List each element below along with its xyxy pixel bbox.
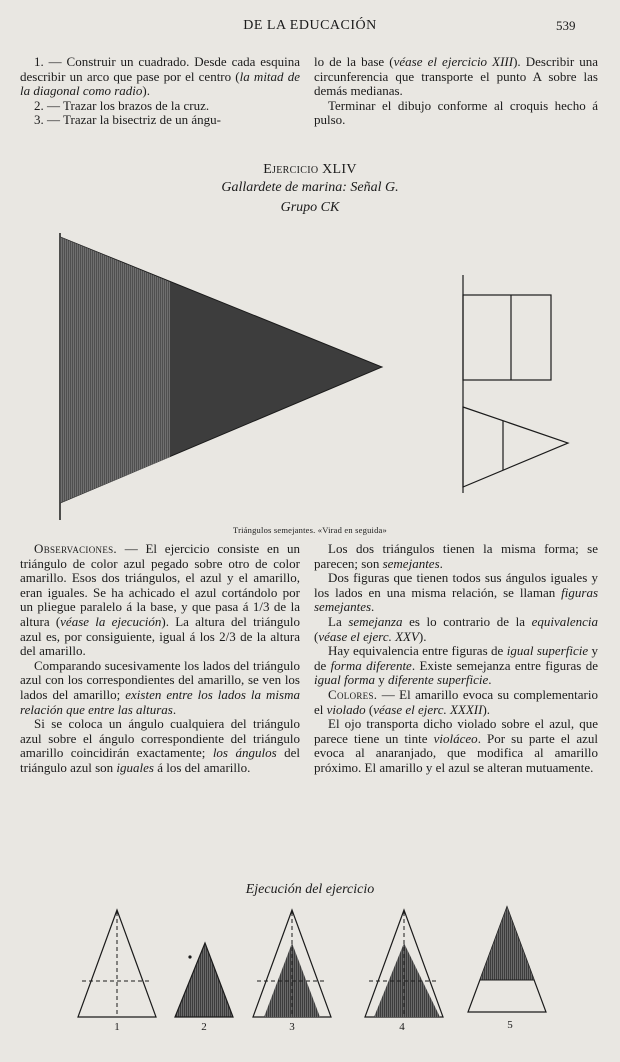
step-label: 2 <box>201 1021 207 1033</box>
exercise-heading <box>0 162 620 178</box>
text: ). <box>142 83 151 99</box>
execution-step-2 <box>175 943 233 1033</box>
emphasis: véase el ejercicio XIII <box>393 54 514 69</box>
emphasis: semejantes <box>382 555 440 571</box>
text: . Existe semejanza entre figuras de <box>411 657 598 673</box>
text: del triángulo azul son <box>20 745 301 775</box>
emphasis: diferente superficie <box>388 672 489 688</box>
observations-paragraph-2 <box>20 659 300 717</box>
execution-step-3 <box>253 910 331 1033</box>
text: ). Describir una circunferencia que transporte el punto A sobre las demás medianas. <box>314 54 599 99</box>
emphasis: véase el ejerc. XXV <box>318 628 419 644</box>
emphasis: igual forma <box>314 672 376 688</box>
running-head <box>0 18 620 38</box>
text: Los dos triángulos tienen la misma forma; se parecen; son <box>314 541 598 571</box>
text: ( <box>314 628 319 644</box>
emphasis: iguales <box>116 759 154 775</box>
text: Comparando sucesivamente los lados del triángulo azul con los correspondientes del amarillo, se ven los lados del amarillo; <box>20 657 300 702</box>
emphasis: violado <box>326 701 366 717</box>
text: ( <box>365 701 374 717</box>
step-label: 3 <box>289 1021 295 1033</box>
observations-left-column <box>20 542 300 776</box>
similar-paragraph <box>314 542 598 571</box>
step-label: 4 <box>399 1021 405 1033</box>
execution-step-4 <box>365 910 443 1033</box>
text: . Por su parte el azul evoca al anaranjado, que modifica al amarillo próximo. El amarillo y el azul se alteran mutuamente. <box>314 730 599 775</box>
text: El ojo transporta dicho violado sobre el azul, que parece tiene un tinte <box>314 716 598 746</box>
step-2-dot <box>188 955 191 958</box>
text: . <box>488 672 492 688</box>
emphasis: violáceo <box>433 730 478 746</box>
continuation-paragraph <box>314 55 598 99</box>
observations-right-column <box>314 542 598 776</box>
step-5-shaded <box>480 907 534 980</box>
page-number: 539 <box>556 18 576 33</box>
text: — El ejercicio consiste en un triángulo de color azul pegado sobre otro de color amarillo. Esos dos triángulos, el azul y el amarillo, eran iguales. Se ha achicado el azul cortándolo por un pliegue paralelo á la base, y que pasa á 1/3 de la altura ( <box>20 541 300 629</box>
step-2-paragraph: 2. — Trazar los brazos de la cruz. <box>34 97 210 113</box>
text: La <box>328 613 349 629</box>
text: á los del amarillo. <box>153 759 251 775</box>
emphasis: forma diferente <box>330 657 412 673</box>
emphasis: la mitad de la diagonal como radio <box>20 68 300 99</box>
text: es lo contrario de la <box>402 613 532 629</box>
observations-paragraph-3 <box>20 717 300 775</box>
text: . <box>439 555 443 571</box>
emphasis: semejanza <box>348 613 403 629</box>
blue-triangle <box>60 237 170 503</box>
text: — El amarillo evoca su complementario el <box>314 686 598 717</box>
colors-lead: Colores. <box>328 686 378 702</box>
text: 1. — Construir un cuadrado. Desde cada esquina describir un arco que pase por el centro ( <box>20 54 300 84</box>
observations-lead: Observaciones. <box>34 541 117 556</box>
step-2-triangle <box>175 943 233 1017</box>
emphasis: igual superficie <box>506 643 589 659</box>
text: . <box>371 599 375 615</box>
step-3-paragraph: 3. — Trazar la bisectriz de un ángu- <box>34 112 222 128</box>
exercise-subtitle: Gallardete de marina: Señal G. <box>221 180 399 195</box>
text: Dos figuras que tienen todos sus ángulos iguales y los lados en una misma relación, se llaman <box>314 570 598 600</box>
text: Si se coloca un ángulo cualquiera del triángulo azul sobre el ángulo correspondiente del triángulo amarillo coincidirán exactamente; <box>20 716 300 761</box>
exercise-group: Grupo CK <box>280 200 340 215</box>
emphasis: figuras semejantes <box>314 584 598 615</box>
emphasis: los ángulos <box>212 745 277 761</box>
small-rectangle <box>463 295 551 380</box>
pennant-figure <box>0 225 620 525</box>
exercise-heading-text: Ejercicio XLIV <box>263 162 357 177</box>
step-label: 5 <box>507 1019 513 1031</box>
similar-figures-paragraph <box>314 571 598 615</box>
top-right-column <box>314 55 598 128</box>
text: ). <box>418 628 427 644</box>
text: ). La altura del triángulo azul es, por consiguiente, igual á los 2/3 de la altura del amarillo. <box>20 613 301 659</box>
execution-figure <box>0 900 620 1035</box>
execution-step-5 <box>468 907 546 1031</box>
emphasis: existen entre los lados la misma relación que entre las alturas <box>20 686 300 717</box>
running-title: DE LA EDUCACIÓN <box>243 18 377 33</box>
text: . <box>172 701 177 717</box>
text: y <box>375 672 389 688</box>
eye-paragraph <box>314 717 598 775</box>
top-left-column <box>20 55 300 128</box>
similarity-paragraph <box>314 615 598 644</box>
step-1-paragraph <box>20 55 300 99</box>
colors-paragraph <box>314 688 598 717</box>
equivalence-paragraph <box>314 644 598 688</box>
execution-title: Ejecución del ejercicio <box>245 882 375 897</box>
figure-caption: Triángulos semejantes. «Virad en seguida» <box>233 525 387 535</box>
observations-paragraph-1 <box>20 542 300 659</box>
finish-paragraph: Terminar el dibujo conforme al croquis hecho á pulso. <box>314 97 598 128</box>
text: y de <box>314 643 598 673</box>
emphasis: equivalencia <box>531 613 598 629</box>
small-triangle <box>463 407 568 487</box>
step-label: 1 <box>114 1021 120 1033</box>
text: lo de la base ( <box>314 54 394 69</box>
text: ). <box>482 701 491 717</box>
emphasis: véase la ejecución <box>60 613 162 629</box>
text: Hay equivalencia entre figuras de <box>328 643 507 659</box>
execution-step-1 <box>78 910 156 1033</box>
emphasis: véase el ejerc. XXXII <box>373 701 483 717</box>
